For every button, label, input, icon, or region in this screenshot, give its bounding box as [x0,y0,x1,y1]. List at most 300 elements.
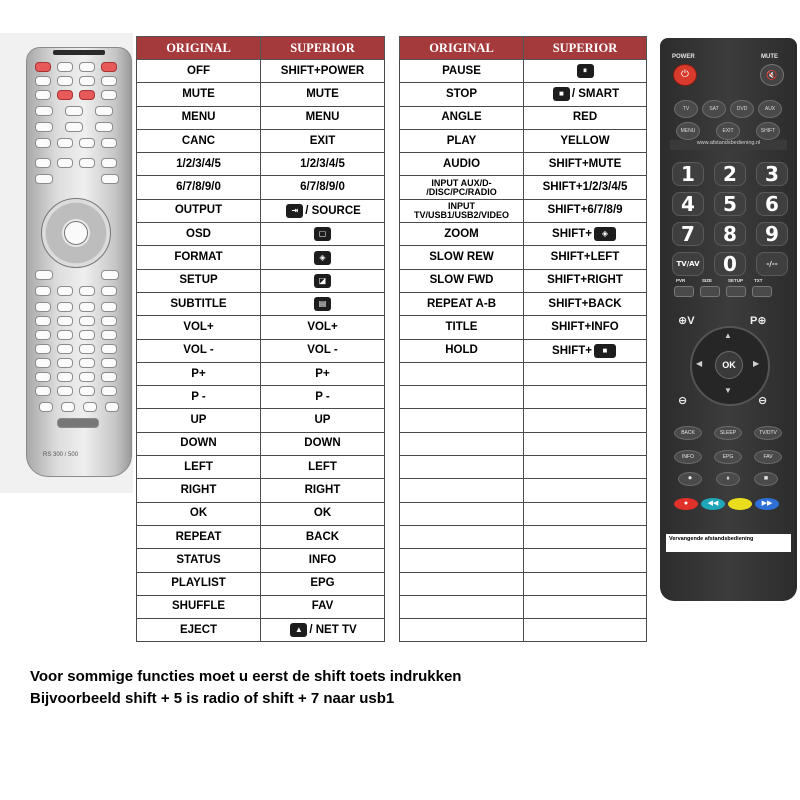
superior-function-label: EPG [310,577,335,590]
mute-label: MUTE [761,54,778,60]
small-row-icon [752,286,772,297]
original-remote-button [35,122,53,132]
table-row [400,595,647,618]
original-function: TITLE [400,316,524,339]
superior-function-label: OK [313,507,332,520]
superior-function [261,502,385,525]
digit-button: 8 [714,222,746,246]
original-remote-button [57,76,73,86]
table-row [137,456,385,479]
menu-row-button: MENU [676,122,700,140]
superior-function-label: SHIFT+ [552,228,592,241]
original-remote-button [57,418,99,428]
table-row [400,246,647,269]
superior-function [524,595,647,618]
superior-function-label: VOL - [307,344,338,357]
original-function: ZOOM [400,223,524,246]
stop-icon: ■ [594,344,616,358]
header-superior: SUPERIOR [524,37,647,60]
original-remote-button [35,76,51,86]
original-function: RIGHT [137,479,261,502]
control-button: FAV [754,450,782,464]
arrow-up-icon: ▲ [724,331,732,340]
table-row [137,432,385,455]
yellow-button [728,498,752,510]
blue-button: ▶▶ [755,498,779,510]
original-remote-button [79,302,95,312]
table-row [137,269,385,292]
small-row-label: SIZE [702,278,713,283]
original-remote-button [101,158,117,168]
original-function [400,549,524,572]
remote-url: www.afstandsbediening.nl [670,140,787,150]
osd-icon: ▢ [314,227,331,241]
table-row [400,223,647,246]
original-remote-button [35,90,51,100]
original-remote-button [57,358,73,368]
digit-button: 4 [672,192,704,216]
superior-function [524,386,647,409]
original-remote-button [79,286,95,296]
original-remote-button [101,302,117,312]
superior-function [261,479,385,502]
original-remote-button [79,316,95,326]
table-row [137,60,385,83]
original-remote-button [57,138,73,148]
original-remote-button [35,138,51,148]
table-row [137,246,385,269]
table-row [137,502,385,525]
original-remote-button [35,158,51,168]
original-enter-button [64,221,88,245]
superior-function [261,292,385,315]
original-remote-button [101,62,117,72]
table-row [400,153,647,176]
original-function: SLOW FWD [400,269,524,292]
digit-button: 2 [714,162,746,186]
original-remote-button [79,386,95,396]
top-row-button: SAT [702,100,726,118]
volume-letter: V [687,315,695,327]
small-row-label: TXT [754,278,763,283]
original-remote-button [35,358,51,368]
original-function: INPUT AUX/D- /DISC/PC/RADIO [400,176,524,199]
original-function: AUDIO [400,153,524,176]
original-remote-button [101,138,117,148]
original-remote-button [35,344,51,354]
superior-function-label: YELLOW [560,134,610,147]
subtitle-icon: ▤ [314,297,331,311]
original-function: VOL+ [137,316,261,339]
superior-function [261,595,385,618]
original-remote-button [79,90,95,100]
superior-function [524,572,647,595]
small-row-icon [674,286,694,297]
original-function [400,432,524,455]
original-function: STATUS [137,549,261,572]
digit-button: 1 [672,162,704,186]
original-remote-button [35,286,51,296]
superior-function-label: SHIFT+BACK [548,297,622,310]
superior-function [261,153,385,176]
superior-function [524,456,647,479]
original-remote-button [79,62,95,72]
original-remote-button [57,62,73,72]
original-function: 6/7/8/9/0 [137,176,261,199]
original-remote-button [101,90,117,100]
original-remote-photo [0,33,133,493]
table-row [137,595,385,618]
original-remote-button [101,344,117,354]
arrow-down-icon: ▼ [724,386,732,395]
shift-note [30,666,461,710]
format-icon: ◈ [314,251,331,265]
original-function: PAUSE [400,60,524,83]
ok-button: OK [715,351,743,379]
table-row [137,176,385,199]
original-function: HOLD [400,339,524,362]
original-remote-button [83,402,97,412]
original-function: EJECT [137,619,261,642]
volume-down-label [678,394,687,407]
power-label: POWER [672,54,695,60]
original-remote-button [101,372,117,382]
table-row [400,432,647,455]
superior-function-label: SHIFT+INFO [551,320,619,333]
superior-function [524,83,647,106]
original-remote-button [35,330,51,340]
green-button: ◀◀ [701,498,725,510]
table-row [137,479,385,502]
header-original: ORIGINAL [400,37,524,60]
record-icon: ⏺ [678,472,702,486]
table-row [137,362,385,385]
superior-function [261,525,385,548]
superior-function [261,176,385,199]
original-remote-button [79,344,95,354]
table-row [400,386,647,409]
red-button: ● [674,498,698,510]
original-function [400,525,524,548]
control-button: INFO [674,450,702,464]
superior-function-label: / NET TV [309,624,357,637]
ir-window [53,50,105,55]
original-function [400,409,524,432]
original-remote-button [101,358,117,368]
superior-function [261,549,385,572]
superior-function [524,292,647,315]
superior-remote-photo [660,38,797,601]
mapping-table-left [136,36,385,642]
small-row-icon [700,286,720,297]
original-function [400,619,524,642]
digit-button: 0 [714,252,746,276]
header-superior: SUPERIOR [261,37,385,60]
original-remote-button [35,386,51,396]
table-row [137,619,385,642]
superior-function-label: MUTE [306,87,339,100]
superior-function-label: / SMART [571,88,620,101]
original-remote-button [79,372,95,382]
superior-function [261,316,385,339]
superior-function [261,129,385,152]
superior-function [524,316,647,339]
original-remote-button [79,76,95,86]
original-remote-button [101,270,119,280]
superior-function-label: FAV [311,600,334,613]
mute-icon: 🔇 [760,64,784,86]
table-row [137,106,385,129]
superior-function [524,339,647,362]
original-remote-button [95,106,113,116]
original-remote-button [57,344,73,354]
mapping-table-right [399,36,647,642]
table-row [400,316,647,339]
source-icon: ⇥ [286,204,303,218]
superior-function-label: 6/7/8/9/0 [300,181,345,194]
original-function: UP [137,409,261,432]
small-row-icon [726,286,746,297]
superior-function [261,223,385,246]
program-down-label [758,394,767,407]
small-row-label: SETUP [728,278,744,283]
original-function: DOWN [137,432,261,455]
arrow-left-icon: ◀ [696,359,703,368]
table-row [400,549,647,572]
original-remote-button [35,302,51,312]
superior-function [261,386,385,409]
superior-function-label: LEFT [308,460,337,473]
original-function [400,502,524,525]
volume-plus-icon: ⊕ [678,315,688,327]
original-remote-button [57,386,73,396]
original-remote-button [57,286,73,296]
superior-function-label: BACK [305,530,340,543]
original-function: SETUP [137,269,261,292]
table-row [137,83,385,106]
digit-button: TV/AV [672,252,704,276]
table-row [137,525,385,548]
original-function [400,572,524,595]
superior-function [261,456,385,479]
superior-function-label: SHIFT+RIGHT [547,274,623,287]
table-row [137,129,385,152]
superior-function [524,502,647,525]
original-remote-button [101,316,117,326]
superior-function [524,246,647,269]
digit-button: -/-- [756,252,788,276]
header-original: ORIGINAL [137,37,261,60]
superior-function-label: RED [572,111,598,124]
original-remote-button [79,358,95,368]
table-row [137,549,385,572]
superior-function [524,479,647,502]
original-function: REPEAT A-B [400,292,524,315]
digit-button: 5 [714,192,746,216]
superior-function-label: SHIFT+LEFT [550,251,620,264]
original-remote-button [57,372,73,382]
original-function: MUTE [137,83,261,106]
program-minus-icon: ⊖ [758,395,768,407]
original-function: P+ [137,362,261,385]
superior-function-label: INFO [308,553,337,566]
superior-function [524,60,647,83]
original-remote-button [79,138,95,148]
table-row [137,339,385,362]
table-row [137,409,385,432]
original-remote-button [35,174,53,184]
original-function: SLOW REW [400,246,524,269]
top-row-button: AUX [758,100,782,118]
table-row [400,129,647,152]
table-row [400,199,647,222]
table-row [400,269,647,292]
superior-function-label: RIGHT [304,483,341,496]
original-remote-button [35,106,53,116]
original-function: OK [137,502,261,525]
superior-function [524,176,647,199]
original-function: REPEAT [137,525,261,548]
table-row [137,292,385,315]
table-row [400,362,647,385]
format-icon: ◈ [594,227,616,241]
superior-function [261,106,385,129]
superior-function [261,619,385,642]
superior-function [261,362,385,385]
original-function [400,479,524,502]
volume-minus-icon: ⊖ [678,395,688,407]
superior-function-label: P+ [315,367,330,380]
original-function: LEFT [137,456,261,479]
original-function: INPUT TV/USB1/USB2/VIDEO [400,199,524,222]
original-function: OUTPUT [137,199,261,222]
digit-button: 6 [756,192,788,216]
superior-function [261,339,385,362]
digit-button: 9 [756,222,788,246]
original-remote-button [65,122,83,132]
original-function: FORMAT [137,246,261,269]
table-row [137,199,385,222]
digit-button: 3 [756,162,788,186]
table-row [400,525,647,548]
stop-icon: ■ [754,472,778,486]
table-row [400,502,647,525]
superior-function [261,246,385,269]
table-row [400,572,647,595]
original-remote-model: RS 300 / 500 [43,452,79,458]
top-row-button: TV [674,100,698,118]
original-function: 1/2/3/4/5 [137,153,261,176]
original-remote-button [101,330,117,340]
original-remote-button [57,316,73,326]
original-remote-button [101,174,119,184]
pause-icon: ⏸ [577,64,594,78]
superior-function [261,572,385,595]
superior-function [261,83,385,106]
original-remote-body [26,47,132,477]
table-row [400,479,647,502]
original-function: MENU [137,106,261,129]
superior-function [524,432,647,455]
original-remote-button [35,270,53,280]
original-remote-button [57,302,73,312]
original-function [400,595,524,618]
original-remote-button [57,330,73,340]
original-function: STOP [400,83,524,106]
superior-function-label: SHIFT+ [552,344,592,357]
note-line-2: Bijvoorbeeld shift + 5 is radio of shift + 7 naar usb1 [30,690,395,707]
volume-up-label [678,314,695,327]
original-function: SUBTITLE [137,292,261,315]
superior-function-label: P - [315,390,330,403]
superior-function-label: SHIFT+6/7/8/9 [547,204,623,217]
original-remote-button [35,62,51,72]
superior-function [524,549,647,572]
table-row [400,409,647,432]
superior-function-label: SHIFT+1/2/3/4/5 [542,181,628,194]
original-remote-button [57,90,73,100]
table-row [400,60,647,83]
control-button: EPG [714,450,742,464]
superior-function-label: DOWN [304,437,341,450]
superior-function-label: SHIFT+POWER [280,64,365,77]
control-button: SLEEP [714,426,742,440]
eject-icon: ▲ [290,623,307,637]
original-remote-button [105,402,119,412]
control-button: TV/DTV [754,426,782,440]
table-row [400,176,647,199]
original-remote-button [35,316,51,326]
original-function: PLAYLIST [137,572,261,595]
original-remote-button [101,76,117,86]
original-remote-button [39,402,53,412]
original-remote-button [95,122,113,132]
original-remote-button [79,158,95,168]
superior-function [261,409,385,432]
original-remote-button [101,286,117,296]
control-button: BACK [674,426,702,440]
table-row [137,386,385,409]
original-remote-button [35,372,51,382]
original-function: OSD [137,223,261,246]
superior-function [261,269,385,292]
table-row [137,572,385,595]
setup-icon: ◪ [314,274,331,288]
original-function [400,456,524,479]
superior-function-label: EXIT [309,134,336,147]
superior-function [524,269,647,292]
superior-function [524,409,647,432]
original-function: ANGLE [400,106,524,129]
original-remote-button [61,402,75,412]
table-row [400,83,647,106]
original-remote-button [65,106,83,116]
superior-function [261,199,385,222]
superior-function [524,362,647,385]
superior-function [524,525,647,548]
superior-function-label: MENU [305,111,340,124]
superior-function [524,619,647,642]
superior-function-label: UP [314,414,331,427]
superior-function [524,106,647,129]
superior-function [524,129,647,152]
note-line-1: Voor sommige functies moet u eerst de shift toets indrukken [30,668,462,685]
table-row [400,106,647,129]
original-function: P - [137,386,261,409]
original-function: SHUFFLE [137,595,261,618]
original-remote-button [101,386,117,396]
superior-function-label: / SOURCE [305,204,361,217]
